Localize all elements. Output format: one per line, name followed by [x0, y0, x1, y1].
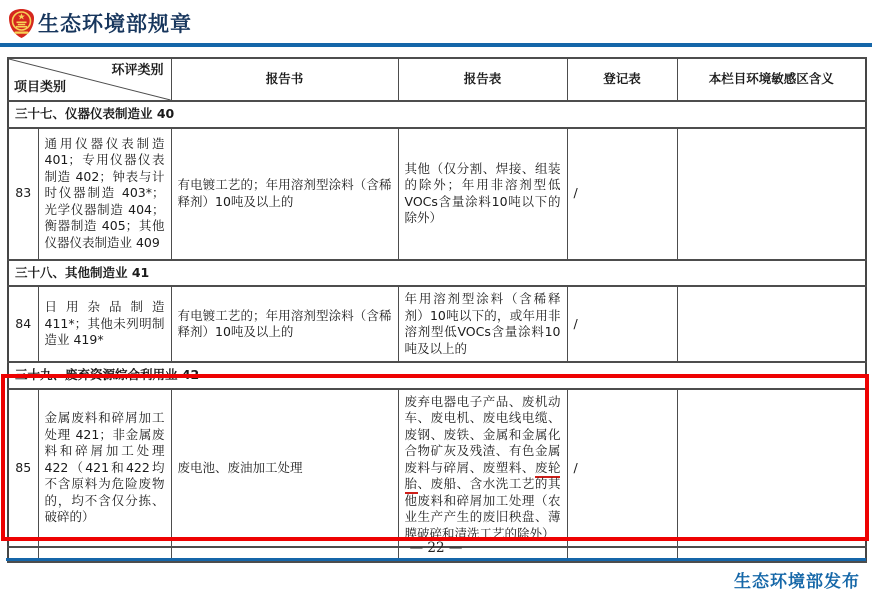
table-row-84 — [8, 286, 866, 362]
top-blue-rule — [0, 43, 872, 47]
section-row-38 — [8, 260, 866, 287]
table-header-row — [8, 58, 866, 101]
section-row-37 — [8, 101, 866, 128]
row-84-report-form: 年用溶剂型涂料（含稀释剂）10吨以下的，或年用非溶剂型低VOCs含量涂料10吨及以上的 — [398, 286, 567, 362]
row-84-category: 日用杂品制造 411*；其他未列明制造业 419* — [38, 286, 171, 362]
row-85-report-form-text: 废弃电器电子产品、废机动车、废电机、废电线电缆、废钢、废铁、金属和金属化合物矿灰及残渣、有色金属废料与碎屑、废塑料、 — [404, 393, 561, 475]
row-85-category: 金属废料和碎屑加工处理 421；非金属废料和碎屑加工处理 422（421和422均不含原料为危险废物的，均不含仅分拣、破碎的） — [38, 389, 171, 548]
section-title-37: 三十七、仪器仪表制造业 40 — [8, 101, 866, 128]
corner-header-cell — [8, 58, 171, 101]
row-85-report-book: 废电池、废油加工处理 — [171, 389, 398, 548]
header-project-type-label: 项目类别 — [14, 79, 67, 95]
row-84-sensitive — [677, 286, 866, 362]
row-83-report-book: 有电镀工艺的；年用溶剂型涂料（含稀释剂）10吨及以上的 — [171, 128, 398, 260]
row-83-category: 通用仪器仪表制造 401；专用仪器仪表制造 402；钟表与计时仪器制造 403*；光学仪器制造 404；衡器制造 405；其他仪器仪表制造业 409 — [38, 128, 171, 260]
row-85-sensitive — [677, 389, 866, 548]
national-emblem-icon — [8, 8, 35, 39]
header-eia-type-label: 环评类别 — [111, 63, 164, 78]
row-85-number: 85 — [8, 389, 38, 548]
row-83-number: 83 — [8, 128, 38, 260]
column-header-sensitive-area: 本栏目环境敏感区含义 — [677, 58, 866, 101]
row-83-report-form: 其他（仅分割、焊接、组装的除外；年用非溶剂型低VOCs含量涂料10吨以下的除外） — [398, 128, 567, 260]
row-85-report-form — [398, 389, 567, 548]
table-row-83 — [8, 128, 866, 260]
row-84-report-book: 有电镀工艺的；年用溶剂型涂料（含稀释剂）10吨及以上的 — [171, 286, 398, 362]
section-row-39 — [8, 362, 866, 389]
page-number: — 22 — — [409, 540, 463, 556]
red-underline-annotation: 废轮胎 — [405, 460, 561, 495]
row-85-registration: / — [567, 389, 677, 548]
section-title-38: 三十八、其他制造业 41 — [8, 260, 866, 287]
row-83-sensitive — [677, 128, 866, 260]
row-85-report-form-text-cont: 、废船、含水洗工艺的其他废料和碎屑加工处理（农业生产产生的废旧秧盘、薄膜破碎和清洗工艺的除外） — [404, 476, 561, 541]
column-header-report-book: 报告书 — [171, 58, 398, 101]
masthead — [8, 5, 192, 41]
section-title-39: 三十九、废弃资源综合利用业 42 — [8, 362, 866, 389]
row-84-number: 84 — [8, 286, 38, 362]
column-header-report-form: 报告表 — [398, 58, 567, 101]
page-title: 生态环境部规章 — [38, 12, 192, 36]
row-83-registration: / — [567, 128, 677, 260]
eia-category-table — [7, 57, 867, 563]
column-header-registration-form: 登记表 — [567, 58, 677, 101]
bottom-blue-rule — [6, 558, 866, 561]
publisher-label: 生态环境部发布 — [734, 572, 860, 592]
table-row-85 — [8, 389, 866, 548]
row-84-registration: / — [567, 286, 677, 362]
